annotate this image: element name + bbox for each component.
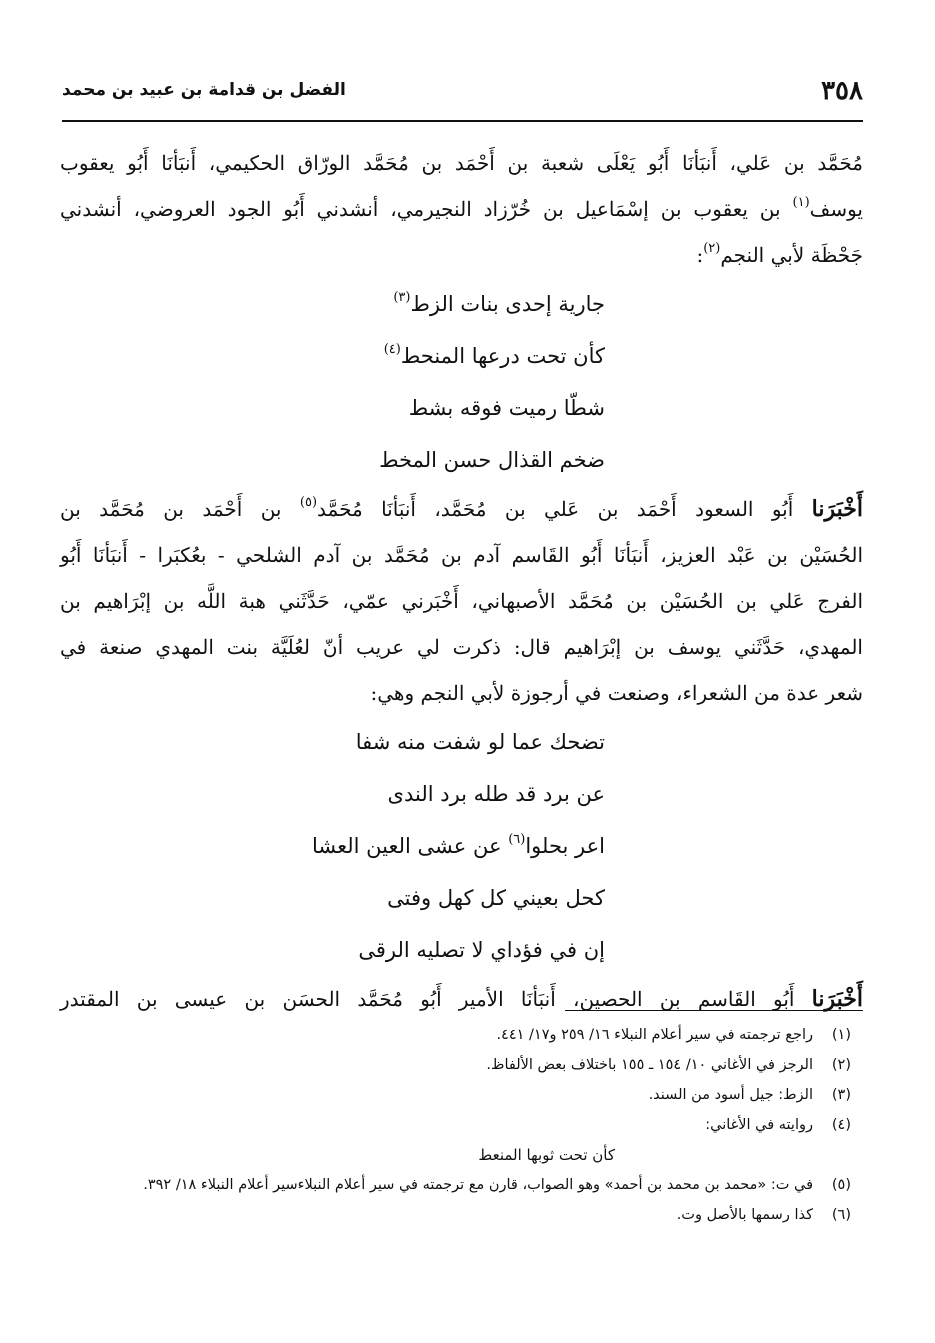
- footnote-ref: (٣): [393, 290, 411, 305]
- poem-block-2: [60, 716, 863, 976]
- running-title: الفضل بن قدامة بن عبيد بن محمد: [62, 80, 346, 100]
- paragraph-line: [60, 186, 863, 232]
- footnote-2: [62, 1050, 851, 1080]
- footnote-ref: (٤): [383, 342, 401, 357]
- text-run: بن أَحْمَد بن مُحَمَّد بن: [60, 497, 300, 521]
- footnote-ref: (٥): [299, 495, 318, 511]
- text-run: جَحْظَة لأبي النجم: [720, 243, 863, 267]
- paragraph-3: [60, 976, 863, 1022]
- text-run: أَبُو السعود أَحْمَد بن عَلي بن مُحَمَّد، أَنبَأنَا مُحَمَّد: [317, 497, 812, 521]
- footnote-6: [62, 1200, 851, 1230]
- footnote-ref: (٦): [508, 832, 526, 847]
- verse-line: [60, 330, 605, 382]
- header-rule: [62, 120, 863, 122]
- verse-line: شطّا رميت فوقه بشط: [408, 396, 605, 420]
- footnote-text: راجع ترجمته في سير أعلام النبلاء ١٦/ ٢٥٩ و١٧/ ٤٤١.: [496, 1027, 813, 1043]
- verse-line: ضخم القذال حسن المخط: [379, 448, 605, 472]
- footnote-5: [62, 1170, 851, 1200]
- footnote-number: (٤): [831, 1117, 851, 1133]
- footnote-rule: [565, 1010, 863, 1011]
- footnote-ref: (٢): [703, 241, 721, 257]
- footnote-1: [62, 1020, 851, 1050]
- footnote-text: [62, 1110, 813, 1170]
- footnote-number: (١): [831, 1027, 851, 1043]
- footnote-number: (٥): [831, 1177, 851, 1193]
- body-text: [60, 140, 863, 1022]
- footnote-text: الرجز في الأغاني ١٠/ ١٥٤ ـ ١٥٥ باختلاف بعض الألفاظ.: [486, 1057, 813, 1073]
- paragraph-line: [60, 486, 863, 532]
- footnote-verse: كأن تحت ثوبها المنعط: [478, 1146, 615, 1164]
- isnad-lead: أَخْبَرَنا: [811, 496, 863, 522]
- verse-line: [60, 278, 605, 330]
- verse-line: عن برد قد طله برد الندى: [387, 782, 605, 806]
- verse-line: تضحك عما لو شفت منه شفا: [355, 730, 605, 754]
- footnote-text: في ت: «محمد بن محمد بن أحمد» وهو الصواب، قارن مع ترجمته في سير أعلام النبلاءسير أعلام النبلاء ١٨/ ٣٩٢.: [143, 1177, 813, 1193]
- text-run: يوسف: [809, 197, 863, 221]
- paragraph-line: شعر عدة من الشعراء، وصنعت في أرجوزة لأبي النجم وهي:: [370, 681, 863, 705]
- text-run: أَبُو القَاسم بن الحصين، أَنبَأنَا الأمير أَبُو مُحَمَّد الحسَن بن عيسى بن المقتدر: [60, 987, 812, 1011]
- verse-text: كأن تحت درعها المنحط: [400, 344, 605, 368]
- paragraph-line: المهدي، حَدَّثَني يوسف بن إبْرَاهيم قال: ذكرت لي عريب أنّ لعُلَيَّة بنت المهدي صنعة في: [60, 635, 863, 659]
- paragraph-line: [60, 232, 863, 278]
- footnote-text: الزط: جيل أسود من السند.: [648, 1087, 813, 1103]
- footnote-4: [62, 1110, 851, 1170]
- footnote-number: (٣): [831, 1087, 851, 1103]
- verse-text: عن عشى العين العشا: [312, 834, 509, 858]
- text-run: بن يعقوب بن إسْمَاعيل بن خُرّزاد النجيرمي، أنشدني أَبُو الجود العروضي، أنشدني: [60, 197, 793, 221]
- isnad-lead: أَخْبَرَنا: [811, 986, 863, 1012]
- page-header: [62, 68, 863, 108]
- footnote-text-run: روايته في الأغاني:: [705, 1117, 813, 1133]
- footnotes: [62, 1020, 851, 1230]
- paragraph-line: الحُسَيْن بن عَبْد العزيز، أَنبَأنَا أَبُو القَاسم آدم بن مُحَمَّد بن آدم الشلحي - بعُكبَرا - أَنبَأنَا أَبُو: [60, 543, 863, 567]
- paragraph-1: [60, 140, 863, 278]
- verse-line: [60, 820, 605, 872]
- paragraph-line: الفرج عَلي بن الحُسَيْن بن مُحَمَّد الأصبهاني، أَخْبَرني عمّي، حَدَّثَني هبة اللَّه بن إبْرَاهيم بن: [60, 589, 863, 613]
- footnote-number: (٢): [831, 1057, 851, 1073]
- paragraph-2: [60, 486, 863, 716]
- footnote-3: [62, 1080, 851, 1110]
- paragraph-line: مُحَمَّد بن عَلي، أَنبَأنَا أَبُو يَعْلَى شعبة بن أَحْمَد بن مُحَمَّد الورّاق الحكيمي، أَنبَأنَا أَبُو يعقوب: [60, 151, 863, 175]
- text-run: :: [696, 243, 704, 267]
- verse-line: كحل بعيني كل كهل وفتى: [387, 886, 605, 910]
- footnote-number: (٦): [831, 1207, 851, 1223]
- verse-text: اعر بحلوا: [525, 834, 605, 858]
- page-number: ٣٥٨: [821, 76, 863, 106]
- verse-text: جارية إحدى بنات الزط: [410, 292, 605, 316]
- footnote-text: كذا رسمها بالأصل وت.: [676, 1207, 813, 1223]
- paragraph-line: [60, 976, 863, 1022]
- verse-line: إن في فؤداي لا تصليه الرقى: [358, 938, 605, 962]
- footnote-ref: (١): [792, 195, 810, 211]
- poem-block-1: [60, 278, 863, 486]
